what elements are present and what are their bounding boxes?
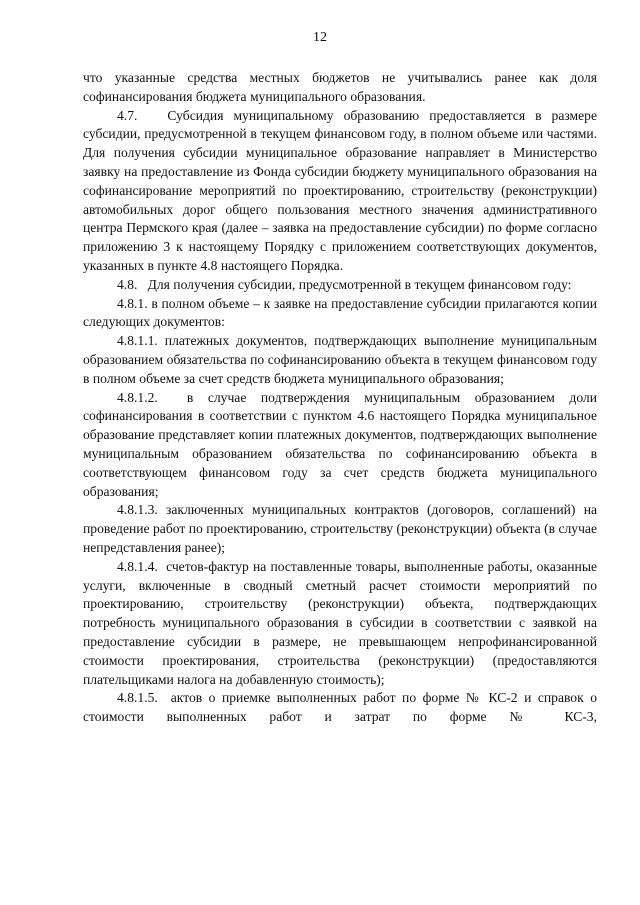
- paragraph-continuation: что указанные средства местных бюджетов не учитывались ранее как доля софинансирования бюджета муниципального образования.: [83, 70, 597, 104]
- document-body: [83, 69, 597, 727]
- paragraph-4-8: 4.8. Для получения субсидии, предусмотренной в текущем финансовом году:: [117, 276, 572, 292]
- paragraph-4-8-1-1: 4.8.1.1. платежных документов, подтверждающих выполнение муниципальным образованием обязательства по софинансированию объекта в текущем финансовом году в полном объеме за счет средств бюджета муниципального образования;: [83, 333, 597, 386]
- paragraph-4-7: 4.7. Субсидия муниципальному образованию предоставляется в размере субсидии, предусмотренной в текущем финансовом году, в полном объеме или частями. Для получения субсидии муниципальное образование направляет в Министерство заявку на предоставление из Фонда субсидии бюджету муниципального образования на софинансирование мероприятий по проектированию, строительству (реконструкции) автомобильных дорог общего пользования местного значения административного центра Пермского края (далее – заявка на предоставление субсидии) по форме согласно приложению 3 к настоящему Порядку с приложением соответствующих документов, указанных в пункте 4.8 настоящего Порядка.: [83, 107, 597, 273]
- paragraph-4-8-1-5: 4.8.1.5. актов о приемке выполненных работ по форме № КС-2 и справок о стоимости выполненных работ и затрат по форме № КС-3,: [83, 690, 597, 725]
- paragraph-4-8-1: 4.8.1. в полном объеме – к заявке на предоставление субсидии прилагаются копии следующих документов:: [83, 295, 597, 330]
- paragraph-4-8-1-4: 4.8.1.4. счетов-фактур на поставленные товары, выполненные работы, оказанные услуги, включенные в сводный сметный расчет стоимости мероприятий по проектированию, строительству (реконструкции) объекта, подтверждающих потребность муниципального образования в субсидии в соответствии с заявкой на предоставление субсидии в размере, не превышающем непрофинансированной стоимости проектирования, строительства (реконструкции) (предоставляются плательщиками налога на добавленную стоимость);: [83, 558, 597, 687]
- paragraph-4-8-1-3: 4.8.1.3. заключенных муниципальных контрактов (договоров, соглашений) на проведение работ по проектированию, строительству (реконструкции) объекта (в случае непредставления ранее);: [83, 502, 597, 555]
- page-number: 12: [313, 30, 327, 45]
- paragraph-4-8-1-2: 4.8.1.2. в случае подтверждения муниципальным образованием доли софинансирования в соответствии с пунктом 4.6 настоящего Порядка муниципальное образование представляет копии платежных документов, подтверждающих выполнение муниципальным образованием обязательства по софинансированию объекта в соответствующем финансовом году за счет средств бюджета муниципального образования;: [83, 389, 597, 499]
